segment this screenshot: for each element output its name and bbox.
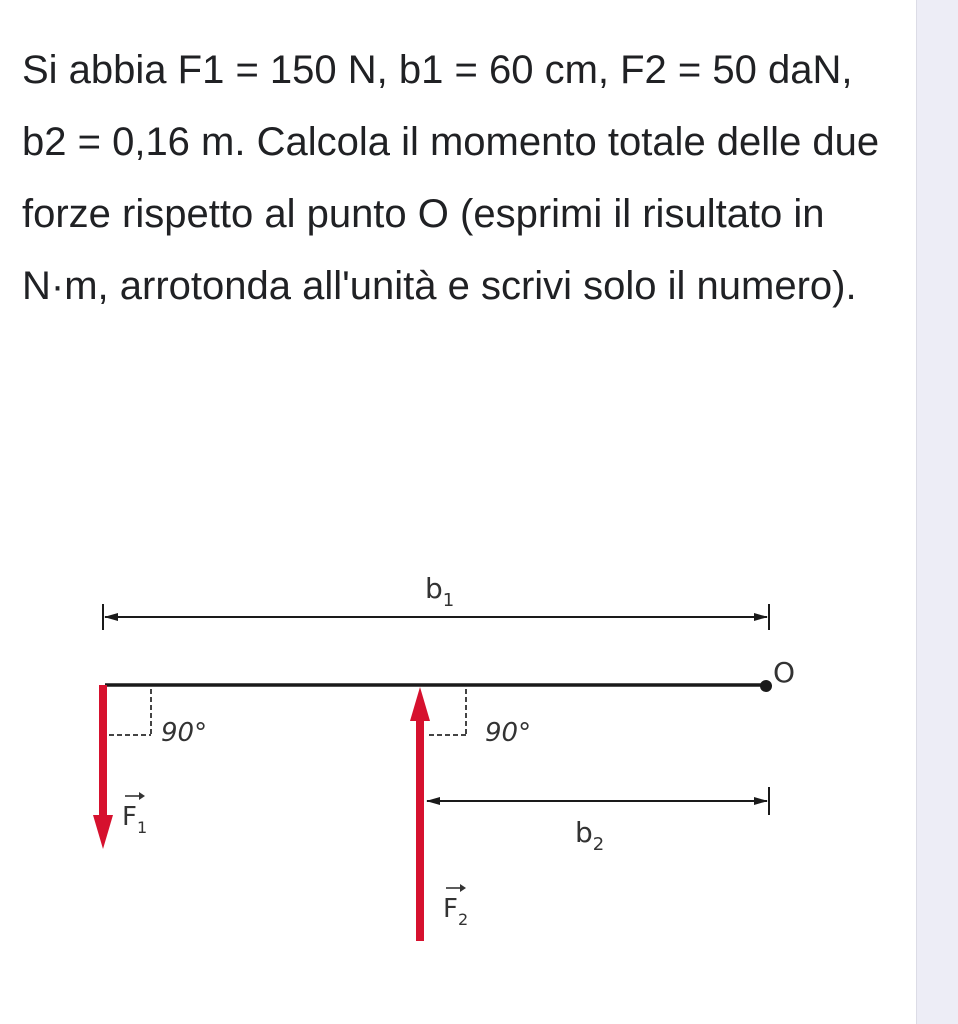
f1-label: $F_1$ (122, 802, 148, 837)
b2-dimension (427, 787, 769, 815)
point-o-label: O (773, 656, 796, 689)
f1-vector-arrow (125, 792, 145, 800)
right-angle-mark-2 (429, 689, 466, 735)
b1-dimension (103, 572, 769, 630)
lever-diagram (85, 555, 805, 955)
angle2-label: 90° (485, 718, 532, 748)
force-f1 (93, 685, 113, 849)
b1-label: $b_1$ (425, 572, 455, 611)
f2-vector-arrow (446, 884, 466, 892)
force-f2 (410, 687, 430, 941)
f2-label: $F_2$ (443, 894, 469, 929)
question-text: Si abbia F1 = 150 N, b1 = 60 cm, F2 = 50 daN, b2 = 0,16 m. Calcola il momento totale delle due forze rispetto al punto O (esprimi il risultato in N·m, arrotonda all'unità e scrivi solo il numero). (22, 48, 880, 308)
right-angle-mark-1 (109, 689, 151, 735)
pivot-point-o (760, 680, 772, 692)
b2-label: $b_2$ (575, 816, 605, 855)
side-panel (916, 0, 958, 1024)
angle1-label: 90° (161, 718, 208, 748)
